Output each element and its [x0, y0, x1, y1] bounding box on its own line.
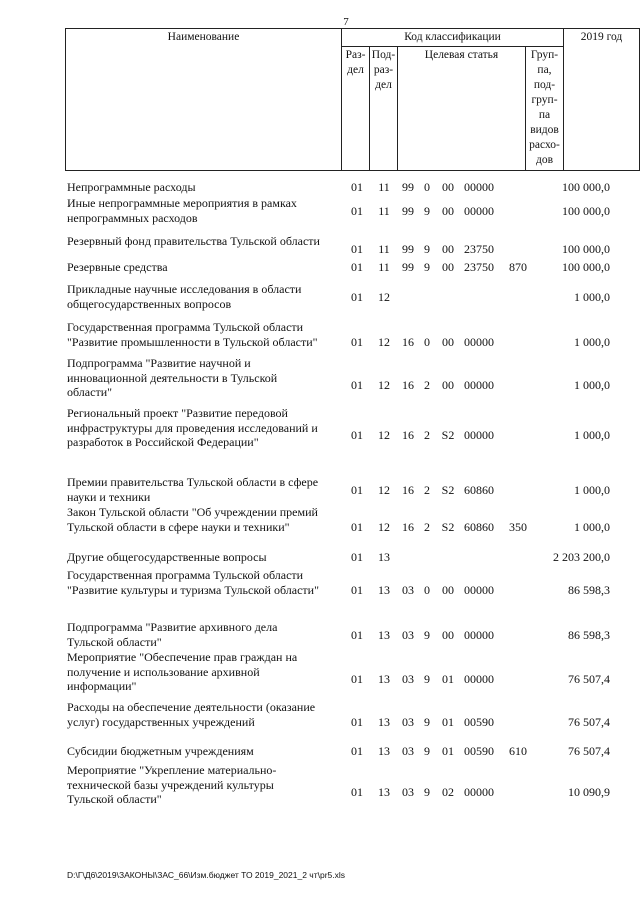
row-razdel: 01 [351, 672, 363, 686]
row-group: 350 [509, 520, 527, 534]
row-name: Субсидии бюджетным учреждениям [67, 744, 254, 758]
row-sum: 100 000,0 [562, 260, 610, 274]
row-sum: 76 507,4 [568, 672, 610, 686]
row-podrazdel: 13 [378, 744, 390, 758]
row-target-direction: 00000 [464, 378, 494, 392]
row-sum: 2 203 200,0 [553, 550, 610, 564]
row-razdel: 01 [351, 335, 363, 349]
row-name: Государственная программа Тульской области "Развитие культуры и туризма Тульской области" [67, 568, 319, 597]
row-podrazdel: 13 [378, 583, 390, 597]
row-sum: 1 000,0 [574, 290, 610, 304]
row-target-event: 01 [442, 672, 454, 686]
row-podrazdel: 13 [378, 550, 390, 564]
header-group: Груп- па, под- груп- па видов расхо- дов [526, 47, 564, 171]
row-podrazdel: 13 [378, 785, 390, 799]
row-target-direction: 00000 [464, 583, 494, 597]
row-name: Премии правительства Тульской области в сфере науки и техники [67, 475, 319, 504]
row-podrazdel: 12 [378, 290, 390, 304]
row-sum: 76 507,4 [568, 715, 610, 729]
row-target-subprogram: 2 [424, 378, 430, 392]
row-razdel: 01 [351, 204, 363, 218]
row-target-direction: 00590 [464, 715, 494, 729]
row-name: Резервный фонд правительства Тульской области [67, 234, 320, 248]
row-razdel: 01 [351, 483, 363, 497]
row-name: Непрограммные расходы [67, 180, 196, 194]
header-target: Целевая статья [398, 47, 526, 171]
row-name: Прикладные научные исследования в области общегосударственных вопросов [67, 282, 302, 311]
row-target-event: 00 [442, 180, 454, 194]
row-target-event: S2 [441, 520, 455, 534]
row-target-subprogram: 2 [424, 483, 430, 497]
row-target-program: 16 [402, 520, 414, 534]
row-target-direction: 00000 [464, 428, 494, 442]
row-target-subprogram: 9 [424, 715, 430, 729]
row-target-direction: 60860 [464, 483, 494, 497]
row-target-event: 00 [442, 242, 454, 256]
row-name: Подпрограмма "Развитие архивного дела Тульской области" [67, 620, 278, 649]
row-target-program: 16 [402, 483, 414, 497]
row-target-program: 99 [402, 180, 414, 194]
row-target-subprogram: 9 [424, 204, 430, 218]
row-target-subprogram: 2 [424, 428, 430, 442]
row-razdel: 01 [351, 242, 363, 256]
row-razdel: 01 [351, 378, 363, 392]
header-razdel: Раз- дел [342, 47, 370, 171]
row-target-program: 03 [402, 583, 414, 597]
row-target-event: 00 [442, 335, 454, 349]
row-razdel: 01 [351, 428, 363, 442]
row-podrazdel: 13 [378, 715, 390, 729]
row-target-direction: 00000 [464, 204, 494, 218]
row-target-subprogram: 0 [424, 583, 430, 597]
row-name: Подпрограмма "Развитие научной и инновационной деятельности в Тульской области" [67, 356, 278, 399]
row-sum: 1 000,0 [574, 520, 610, 534]
row-razdel: 01 [351, 520, 363, 534]
row-target-event: 02 [442, 785, 454, 799]
row-name: Резервные средства [67, 260, 168, 274]
header-name: Наименование [66, 29, 342, 171]
header-table [65, 28, 640, 171]
row-target-event: S2 [441, 428, 455, 442]
row-sum: 1 000,0 [574, 428, 610, 442]
row-name: Расходы на обеспечение деятельности (оказание услуг) государственных учреждений [67, 700, 316, 729]
row-target-program: 03 [402, 744, 414, 758]
row-razdel: 01 [351, 785, 363, 799]
row-razdel: 01 [351, 180, 363, 194]
row-target-program: 99 [402, 260, 414, 274]
row-target-program: 03 [402, 715, 414, 729]
row-target-program: 03 [402, 785, 414, 799]
row-sum: 100 000,0 [562, 204, 610, 218]
row-sum: 1 000,0 [574, 378, 610, 392]
row-razdel: 01 [351, 583, 363, 597]
row-podrazdel: 12 [378, 335, 390, 349]
row-podrazdel: 11 [378, 260, 390, 274]
row-name: Мероприятие "Укрепление материально- технической базы учреждений культуры Тульской области" [67, 763, 277, 806]
row-name: Региональный проект "Развитие передовой инфраструктуры для проведения исследований и разработок в Российской Федерации" [67, 406, 318, 449]
row-target-program: 99 [402, 204, 414, 218]
row-razdel: 01 [351, 550, 363, 564]
row-target-event: 00 [442, 628, 454, 642]
row-target-subprogram: 2 [424, 520, 430, 534]
row-sum: 100 000,0 [562, 242, 610, 256]
row-razdel: 01 [351, 744, 363, 758]
row-target-direction: 00590 [464, 744, 494, 758]
row-podrazdel: 13 [378, 628, 390, 642]
row-razdel: 01 [351, 260, 363, 274]
row-target-subprogram: 9 [424, 242, 430, 256]
row-target-direction: 00000 [464, 335, 494, 349]
header-year: 2019 год [564, 29, 640, 171]
row-podrazdel: 11 [378, 180, 390, 194]
row-target-subprogram: 9 [424, 628, 430, 642]
row-razdel: 01 [351, 628, 363, 642]
row-podrazdel: 11 [378, 242, 390, 256]
row-target-direction: 23750 [464, 260, 494, 274]
row-name: Другие общегосударственные вопросы [67, 550, 267, 564]
row-group: 610 [509, 744, 527, 758]
row-name: Иные непрограммные мероприятия в рамках непрограммных расходов [67, 196, 297, 225]
page-number: 7 [343, 16, 349, 28]
row-target-subprogram: 9 [424, 785, 430, 799]
row-name: Закон Тульской области "Об учреждении премий Тульской области в сфере науки и техники" [67, 505, 318, 534]
row-target-event: 01 [442, 744, 454, 758]
row-sum: 10 090,9 [568, 785, 610, 799]
row-target-program: 03 [402, 628, 414, 642]
row-target-direction: 00000 [464, 785, 494, 799]
row-sum: 100 000,0 [562, 180, 610, 194]
header-classification: Код классификации [342, 29, 564, 47]
row-target-program: 03 [402, 672, 414, 686]
row-target-subprogram: 9 [424, 260, 430, 274]
row-sum: 76 507,4 [568, 744, 610, 758]
row-target-direction: 00000 [464, 180, 494, 194]
row-target-event: 00 [442, 260, 454, 274]
row-podrazdel: 12 [378, 520, 390, 534]
row-target-subprogram: 9 [424, 744, 430, 758]
row-target-direction: 00000 [464, 672, 494, 686]
row-target-subprogram: 0 [424, 335, 430, 349]
row-target-event: 00 [442, 583, 454, 597]
row-sum: 1 000,0 [574, 483, 610, 497]
row-podrazdel: 11 [378, 204, 390, 218]
row-podrazdel: 13 [378, 672, 390, 686]
header-podrazdel: Под- раз- дел [370, 47, 398, 171]
row-target-program: 16 [402, 335, 414, 349]
row-target-event: 01 [442, 715, 454, 729]
row-name: Государственная программа Тульской области "Развитие промышленности в Тульской области" [67, 320, 318, 349]
row-name: Мероприятие "Обеспечение прав граждан на получение и использование архивной информации" [67, 650, 298, 693]
row-target-program: 99 [402, 242, 414, 256]
row-target-direction: 60860 [464, 520, 494, 534]
row-target-subprogram: 0 [424, 180, 430, 194]
row-razdel: 01 [351, 715, 363, 729]
row-target-event: 00 [442, 204, 454, 218]
row-target-direction: 00000 [464, 628, 494, 642]
row-sum: 86 598,3 [568, 583, 610, 597]
row-target-subprogram: 9 [424, 672, 430, 686]
row-sum: 1 000,0 [574, 335, 610, 349]
row-target-event: 00 [442, 378, 454, 392]
row-target-program: 16 [402, 378, 414, 392]
row-podrazdel: 12 [378, 378, 390, 392]
row-target-event: S2 [441, 483, 455, 497]
row-podrazdel: 12 [378, 483, 390, 497]
row-razdel: 01 [351, 290, 363, 304]
row-sum: 86 598,3 [568, 628, 610, 642]
footer-path: D:\Г\Д6\2019\ЗАКОНЫ\ЗАС_66\Изм.бюджет ТО 2019_2021_2 чт\pr5.xls [67, 870, 346, 880]
row-group: 870 [509, 260, 527, 274]
row-target-direction: 23750 [464, 242, 494, 256]
row-podrazdel: 12 [378, 428, 390, 442]
row-target-program: 16 [402, 428, 414, 442]
